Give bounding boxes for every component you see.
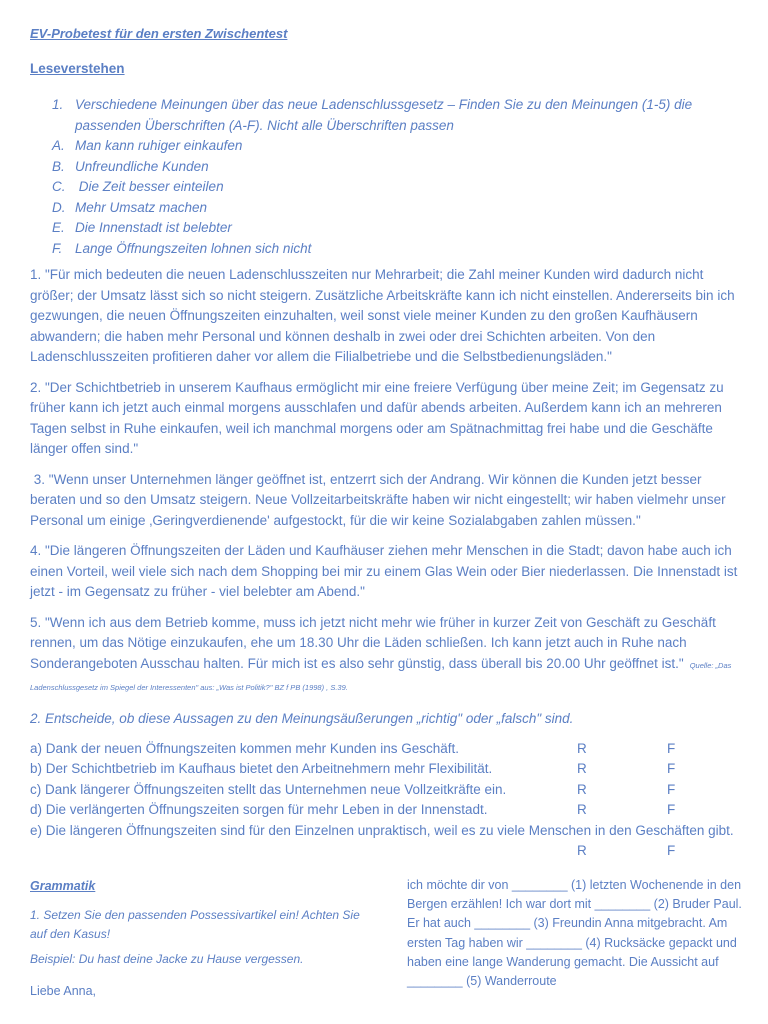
worksheet-title: EV-Probetest für den ersten Zwischentest (30, 26, 288, 41)
grammar-left-column (30, 876, 360, 1001)
heading-option-c (30, 177, 742, 198)
list-number: C. (52, 179, 66, 194)
option-falsch[interactable]: F (667, 843, 676, 858)
heading-option-d (30, 198, 742, 219)
statement-text: b) Der Schichtbetrieb im Kaufhaus bietet den Arbeitnehmern mehr Flexibilität. (30, 761, 493, 776)
list-text: Mehr Umsatz machen (75, 199, 208, 215)
list-number: D. (52, 199, 66, 215)
task2-instruction: 2. Entscheide, ob diese Aussagen zu den Meinungsäußerungen „richtig" oder „falsch" sind. (30, 710, 574, 726)
source-citation: Quelle: „Das Ladenschlussgesetz im Spiegel der Interessenten" aus: „Was ist Politik?" BZ f PB (1998) , S.39. (30, 660, 732, 692)
task1-list (30, 95, 742, 259)
list-number: A. (52, 138, 65, 153)
heading-option-b (30, 157, 742, 178)
task1-instruction (30, 95, 742, 136)
option-falsch[interactable]: F (667, 781, 676, 797)
option-falsch[interactable]: F (667, 740, 676, 756)
opinion-5: 5. "Wenn ich aus dem Betrieb komme, muss ich jetzt nicht mehr wie früher in kurzer Zeit von Geschäft zu Geschäft rennen, um das Nötige einzukaufen, ehe um 18.30 Uhr die Läden schließen. Ich kann jetzt auch in Ruhe nach Sonderangeboten Ausschau halten. Für mich ist es also sehr günstig, dass überall bis 20.00 Uhr geöffnet ist." (30, 614, 716, 671)
option-richtig[interactable]: R (577, 843, 587, 858)
statement-text: c) Dank längerer Öffnungszeiten stellt das Unternehmen neue Vollzeitkräfte ein. (30, 781, 507, 797)
heading-option-f (30, 239, 742, 260)
opinion-5-paragraph (30, 613, 742, 699)
list-text: Die Innenstadt ist belebter (75, 220, 232, 235)
letter-text: ich möchte dir von ________ (1) letzten Wochenende in den Bergen erzählen! Ich war dort mit ________ (2) Bruder Paul. Er hat auch ________ (3) Freundin Anna mitgebracht. Am ersten Tag haben wir ________ (4) Rucksäcke gepackt und haben eine lange Wanderung gemacht. Die Aussicht auf ________ (5) Wanderroute (407, 878, 742, 989)
statement-list (30, 739, 742, 862)
list-number: F. (52, 240, 63, 256)
section-heading-reading: Leseverstehen (30, 61, 125, 76)
statement-text: d) Die verlängerten Öffnungszeiten sorgen für mehr Leben in der Innenstadt. (30, 802, 488, 817)
list-number: B. (52, 158, 65, 174)
grammar-task-example: Beispiel: Du hast deine Jacke zu Hause vergessen. (30, 952, 304, 966)
statement-text: e) Die längeren Öffnungszeiten sind für den Einzelnen unpraktisch, weil es zu viele Menschen in den Geschäften gibt. (30, 822, 734, 838)
list-number: 1. (52, 97, 64, 112)
list-text: Unfreundliche Kunden (75, 158, 209, 174)
list-text: Man kann ruhiger einkaufen (75, 138, 243, 153)
statement-e-options (30, 841, 742, 862)
worksheet-page (30, 24, 742, 862)
statement-d (30, 800, 742, 821)
opinion-4: 4. "Die längeren Öffnungszeiten der Läden und Kaufhäuser ziehen mehr Menschen in die Stadt; davon habe auch ich einen Vorteil, weil viele sich nach dem Shopping bei mir zu einem Glas Wein oder Bier niederlassen. Die Innenstadt ist jetzt - im Gegensatz zu früher - viel belebter am Abend." (30, 543, 738, 599)
opinion-3: 3. "Wenn unser Unternehmen länger geöffnet ist, entzerrt sich der Andrang. Wir können die Kunden jetzt besser beraten und so den Umsatz steigern. Neue Vollzeitarbeitskräfte haben wir nicht eingestellt; wir haben vielmehr unser Personal um einige ‚Geringverdienende' aufgestockt, für die wir keine Sozialabgaben zahlen müssen." (30, 471, 730, 528)
option-richtig[interactable]: R (577, 802, 587, 817)
option-richtig[interactable]: R (577, 740, 587, 756)
opinion-1: 1. "Für mich bedeuten die neuen Ladenschlusszeiten nur Mehrarbeit; die Zahl meiner Kunden wird dadurch nicht größer; der Umsatz lässt sich so nicht steigern. Zusätzliche Arbeitskräfte kann ich nicht einstellen. Andererseits bin ich gezwungen, die neuen Öffnungszeiten einzuhalten, weil sonst viele meiner Kunden zu den großen Kaufhäusern abwandern; die haben mehr Personal und können deshalb in zwei oder drei Schichten arbeiten. Von den Ladenschlusszeiten profitieren daher vor allem die Filialbetriebe und die Selbstbedienungsläden." (30, 267, 735, 364)
list-number: E. (52, 220, 65, 235)
option-richtig[interactable]: R (577, 761, 587, 776)
list-text: Lange Öffnungszeiten lohnen sich nicht (75, 240, 312, 256)
option-falsch[interactable]: F (667, 802, 676, 817)
option-richtig[interactable]: R (577, 781, 587, 797)
grammar-heading: Grammatik (30, 879, 96, 893)
statement-a (30, 739, 742, 760)
statement-c (30, 780, 742, 801)
option-falsch[interactable]: F (667, 761, 676, 776)
grammar-task-instruction: 1. Setzen Sie den passenden Possessivartikel ein! Achten Sie auf den Kasus! (30, 908, 360, 941)
statement-e (30, 821, 742, 862)
list-text: Die Zeit besser einteilen (75, 179, 224, 194)
heading-option-e (30, 218, 742, 239)
statement-text: a) Dank der neuen Öffnungszeiten kommen mehr Kunden ins Geschäft. (30, 740, 459, 756)
statement-b (30, 759, 742, 780)
letter-greeting: Liebe Anna, (30, 984, 97, 998)
list-text: Verschiedene Meinungen über das neue Ladenschlussgesetz – Finden Sie zu den Meinungen (1-5) die passenden Überschriften (A-F). Nicht alle Überschriften passen (75, 97, 693, 133)
opinion-2: 2. "Der Schichtbetrieb in unserem Kaufhaus ermöglicht mir eine freiere Verfügung über meine Zeit; im Gegensatz zu früher kann ich jetzt auch einmal morgens ausschlafen und dafür abends arbeiten. Außerdem kann ich an mehreren Tagen selbst in Ruhe einkaufen, weil ich manchmal morgens oder am Spätnachmittag frei habe und die Geschäfte länger offen sind." (30, 379, 724, 456)
heading-option-a (30, 136, 742, 157)
